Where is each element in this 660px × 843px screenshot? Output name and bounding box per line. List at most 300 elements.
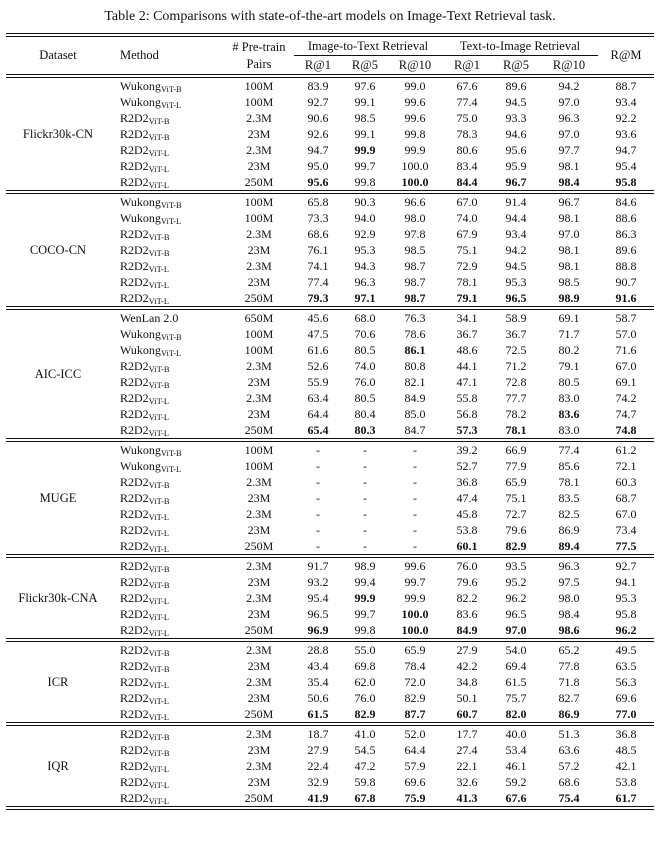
method-subscript: ViT-L (160, 100, 182, 110)
method-cell (110, 192, 224, 210)
value-cell: 79.1 (456, 291, 478, 305)
value-cell: 98.5 (404, 243, 426, 257)
method-name: R2D2 (119, 375, 149, 389)
method-name: R2D2 (119, 423, 149, 437)
value-cell: 80.8 (404, 359, 426, 373)
pretrain-pairs-cell: 2.3M (246, 507, 272, 521)
value-cell: 90.6 (307, 111, 329, 125)
value-cell: 74.0 (354, 359, 376, 373)
method-name: R2D2 (119, 143, 149, 157)
value-cell: 88.6 (615, 211, 637, 225)
method-subscript: ViT-B (148, 480, 170, 490)
value-cell: 95.9 (505, 159, 527, 173)
value-cell: 94.7 (307, 143, 329, 157)
pretrain-pairs-cell: 100M (244, 211, 274, 225)
table-row (6, 440, 654, 458)
value-cell: 61.5 (505, 675, 527, 689)
value-cell: 84.7 (404, 423, 426, 437)
value-cell: 75.0 (456, 111, 478, 125)
value-cell: 41.9 (307, 791, 329, 805)
value-cell: 97.7 (558, 143, 580, 157)
method-name: R2D2 (119, 707, 149, 721)
value-cell: 58.7 (615, 311, 637, 325)
value-cell: 82.1 (404, 375, 426, 389)
value-cell: 55.9 (307, 375, 329, 389)
method-subscript: ViT-B (148, 648, 170, 658)
method-cell (110, 158, 224, 174)
value-cell: 35.4 (307, 675, 329, 689)
pretrain-pairs-cell: 2.3M (246, 759, 272, 773)
method-cell (110, 474, 224, 490)
value-cell: 89.6 (505, 79, 527, 93)
method-name: R2D2 (119, 491, 149, 505)
method-subscript: ViT-B (148, 364, 170, 374)
method-cell (110, 406, 224, 422)
table-row (6, 76, 654, 94)
value-cell: 50.6 (307, 691, 329, 705)
value-cell: 34.8 (456, 675, 478, 689)
value-cell: 76.3 (404, 311, 426, 325)
value-cell: 74.8 (615, 423, 637, 437)
value-cell: 47.4 (456, 491, 478, 505)
value-cell: 44.1 (456, 359, 478, 373)
value-cell: 97.5 (558, 575, 580, 589)
value-cell: 74.7 (615, 407, 637, 421)
value-cell: 89.6 (615, 243, 637, 257)
pretrain-pairs-cell: 2.3M (246, 359, 272, 373)
value-cell: 45.8 (456, 507, 478, 521)
value-cell: 74.0 (456, 211, 478, 225)
method-name: Wukong (119, 211, 161, 225)
value-cell: - (315, 475, 320, 489)
method-cell (110, 374, 224, 390)
value-cell: 80.4 (354, 407, 376, 421)
value-cell: 36.8 (615, 727, 637, 741)
value-cell: 55.8 (456, 391, 478, 405)
value-cell: 34.1 (456, 311, 478, 325)
value-cell: 71.2 (505, 359, 527, 373)
method-subscript: ViT-L (148, 544, 170, 554)
value-cell: 80.3 (354, 423, 376, 437)
value-cell: 97.8 (404, 227, 426, 241)
method-name: R2D2 (119, 743, 149, 757)
table-row (6, 556, 654, 574)
dataset-cell: ICR (47, 675, 69, 689)
method-name: R2D2 (119, 727, 149, 741)
value-cell: 98.4 (558, 607, 580, 621)
value-cell: - (412, 459, 417, 473)
value-cell: 92.6 (307, 127, 329, 141)
value-cell: 100.0 (401, 175, 429, 189)
value-cell: 65.4 (307, 423, 329, 437)
value-cell: 99.9 (354, 591, 376, 605)
method-subscript: ViT-L (148, 180, 170, 190)
value-cell: 94.6 (505, 127, 527, 141)
method-name: Wukong (119, 327, 161, 341)
pretrain-pairs-cell: 23M (247, 659, 271, 673)
value-cell: 68.6 (558, 775, 580, 789)
method-subscript: ViT-L (160, 464, 182, 474)
value-cell: - (412, 539, 417, 553)
method-cell (110, 110, 224, 126)
value-cell: 63.6 (558, 743, 580, 757)
method-subscript: ViT-L (148, 280, 170, 290)
value-cell: 61.6 (307, 343, 329, 357)
value-cell: 27.9 (307, 743, 329, 757)
value-cell: 94.3 (354, 259, 376, 273)
method-subscript: ViT-B (148, 748, 170, 758)
value-cell: 47.1 (456, 375, 478, 389)
value-cell: 78.4 (404, 659, 426, 673)
value-cell: 88.7 (615, 79, 637, 93)
value-cell: 57.0 (615, 327, 637, 341)
value-cell: 100.0 (401, 159, 429, 173)
value-cell: 78.2 (505, 407, 527, 421)
value-cell: 62.0 (354, 675, 376, 689)
pretrain-pairs-cell: 2.3M (246, 391, 272, 405)
value-cell: 68.6 (307, 227, 329, 241)
value-cell: 67.0 (456, 195, 478, 209)
col-header-method: Method (110, 35, 224, 76)
pretrain-pairs-cell: 100M (244, 443, 274, 457)
value-cell: 98.4 (558, 175, 580, 189)
method-cell (110, 522, 224, 538)
value-cell: 74.1 (307, 259, 329, 273)
value-cell: 91.7 (307, 559, 329, 573)
value-cell: 69.8 (354, 659, 376, 673)
value-cell: 98.5 (354, 111, 376, 125)
method-cell (110, 556, 224, 574)
method-cell (110, 674, 224, 690)
table-row (6, 724, 654, 742)
method-subscript: ViT-B (160, 332, 182, 342)
method-cell (110, 440, 224, 458)
method-name: R2D2 (119, 623, 149, 637)
value-cell: 88.8 (615, 259, 637, 273)
method-cell (110, 174, 224, 192)
dataset-section (6, 640, 654, 724)
value-cell: 77.9 (505, 459, 527, 473)
pretrain-pairs-cell: 100M (244, 95, 274, 109)
method-name: R2D2 (119, 259, 149, 273)
value-cell: 95.0 (307, 159, 329, 173)
method-subscript: ViT-B (160, 448, 182, 458)
value-cell: 99.1 (354, 127, 376, 141)
value-cell: 60.3 (615, 475, 637, 489)
value-cell: 93.6 (615, 127, 637, 141)
value-cell: - (412, 491, 417, 505)
dataset-cell: MUGE (39, 491, 77, 505)
method-name: Wukong (119, 79, 161, 93)
value-cell: 52.0 (404, 727, 426, 741)
value-cell: - (412, 507, 417, 521)
value-cell: 71.7 (558, 327, 580, 341)
value-cell: 69.4 (505, 659, 527, 673)
value-cell: 77.7 (505, 391, 527, 405)
dataset-section (6, 308, 654, 440)
value-cell: 80.2 (558, 343, 580, 357)
value-cell: 86.9 (558, 707, 580, 721)
value-cell: 66.9 (505, 443, 527, 457)
method-name: Wukong (119, 343, 161, 357)
value-cell: 46.1 (505, 759, 527, 773)
method-cell (110, 622, 224, 640)
value-cell: 85.6 (558, 459, 580, 473)
value-cell: 36.8 (456, 475, 478, 489)
value-cell: 98.6 (558, 623, 580, 637)
method-name: R2D2 (119, 391, 149, 405)
value-cell: 99.9 (404, 143, 426, 157)
value-cell: 97.6 (354, 79, 376, 93)
method-cell (110, 506, 224, 522)
value-cell: 83.0 (558, 423, 580, 437)
method-subscript: ViT-L (148, 628, 170, 638)
value-cell: 97.1 (354, 291, 376, 305)
method-subscript: ViT-L (148, 512, 170, 522)
value-cell: 78.1 (505, 423, 527, 437)
method-cell (110, 326, 224, 342)
value-cell: 57.9 (404, 759, 426, 773)
pretrain-pairs-cell: 23M (247, 691, 271, 705)
value-cell: 83.6 (558, 407, 580, 421)
value-cell: 67.0 (615, 507, 637, 521)
method-name: R2D2 (119, 507, 149, 521)
value-cell: 97.0 (558, 127, 580, 141)
value-cell: 32.6 (456, 775, 478, 789)
dataset-cell: AIC-ICC (34, 367, 82, 381)
value-cell: 75.1 (456, 243, 478, 257)
col-header-i2t-r5: R@5 (342, 56, 388, 77)
value-cell: 72.9 (456, 259, 478, 273)
pretrain-pairs-cell: 100M (244, 459, 274, 473)
value-cell: 52.6 (307, 359, 329, 373)
value-cell: 84.9 (404, 391, 426, 405)
method-subscript: ViT-L (160, 216, 182, 226)
method-subscript: ViT-L (148, 396, 170, 406)
value-cell: 99.9 (354, 143, 376, 157)
pretrain-pairs-cell: 100M (244, 79, 274, 93)
value-cell: 95.6 (307, 175, 329, 189)
value-cell: 84.6 (615, 195, 637, 209)
value-cell: 99.4 (354, 575, 376, 589)
method-subscript: ViT-L (148, 780, 170, 790)
method-name: R2D2 (119, 775, 149, 789)
value-cell: 76.0 (354, 375, 376, 389)
pretrain-pairs-cell: 100M (244, 195, 274, 209)
value-cell: 27.4 (456, 743, 478, 757)
pretrain-pairs-cell: 2.3M (246, 259, 272, 273)
value-cell: 99.8 (354, 623, 376, 637)
value-cell: 36.7 (456, 327, 478, 341)
value-cell: 94.2 (558, 79, 580, 93)
value-cell: 93.4 (615, 95, 637, 109)
method-name: R2D2 (119, 539, 149, 553)
value-cell: 63.4 (307, 391, 329, 405)
method-name: R2D2 (119, 591, 149, 605)
method-name: Wukong (119, 95, 161, 109)
value-cell: - (362, 507, 367, 521)
method-cell (110, 126, 224, 142)
value-cell: 73.4 (615, 523, 637, 537)
pretrain-pairs-cell: 250M (244, 791, 274, 805)
value-cell: 98.9 (558, 291, 580, 305)
dataset-cell: COCO-CN (29, 243, 87, 257)
value-cell: 98.7 (404, 291, 426, 305)
method-subscript: ViT-B (160, 200, 182, 210)
value-cell: 95.3 (615, 591, 637, 605)
dataset-section (6, 76, 654, 192)
method-name: WenLan 2.0 (119, 311, 179, 325)
value-cell: 93.4 (505, 227, 527, 241)
value-cell: 65.8 (307, 195, 329, 209)
col-header-pretrain-line1: # Pre-train (232, 39, 286, 54)
value-cell: - (362, 459, 367, 473)
value-cell: 99.0 (404, 79, 426, 93)
value-cell: 94.2 (505, 243, 527, 257)
method-name: R2D2 (119, 691, 149, 705)
value-cell: 65.2 (558, 643, 580, 657)
value-cell: 65.9 (404, 643, 426, 657)
col-header-t2i-r10: R@10 (540, 56, 598, 77)
col-header-i2t-r10: R@10 (388, 56, 442, 77)
value-cell: 64.4 (404, 743, 426, 757)
method-cell (110, 342, 224, 358)
value-cell: 90.3 (354, 195, 376, 209)
col-header-pretrain-pairs (224, 35, 294, 76)
value-cell: 76.0 (456, 559, 478, 573)
value-cell: - (362, 491, 367, 505)
method-cell (110, 790, 224, 808)
value-cell: 80.5 (558, 375, 580, 389)
value-cell: 83.5 (558, 491, 580, 505)
method-name: Wukong (119, 443, 161, 457)
value-cell: 85.0 (404, 407, 426, 421)
method-subscript: ViT-L (148, 796, 170, 806)
value-cell: 72.8 (505, 375, 527, 389)
value-cell: 82.9 (505, 539, 527, 553)
value-cell: 95.4 (307, 591, 329, 605)
col-header-t2i-r1: R@1 (442, 56, 492, 77)
pretrain-pairs-cell: 100M (244, 327, 274, 341)
value-cell: 98.7 (404, 275, 426, 289)
method-name: R2D2 (119, 111, 149, 125)
value-cell: 94.5 (505, 259, 527, 273)
pretrain-pairs-cell: 250M (244, 175, 274, 189)
method-cell (110, 390, 224, 406)
pretrain-pairs-cell: 23M (247, 243, 271, 257)
value-cell: 77.4 (307, 275, 329, 289)
pretrain-pairs-cell: 23M (247, 523, 271, 537)
pretrain-pairs-cell: 250M (244, 423, 274, 437)
pretrain-pairs-cell: 2.3M (246, 227, 272, 241)
method-subscript: ViT-B (160, 84, 182, 94)
value-cell: 99.1 (354, 95, 376, 109)
method-subscript: ViT-L (148, 612, 170, 622)
value-cell: - (315, 507, 320, 521)
method-subscript: ViT-L (148, 412, 170, 422)
value-cell: 51.3 (558, 727, 580, 741)
value-cell: 78.1 (558, 475, 580, 489)
value-cell: 52.7 (456, 459, 478, 473)
value-cell: 22.4 (307, 759, 329, 773)
value-cell: 82.2 (456, 591, 478, 605)
value-cell: 82.7 (558, 691, 580, 705)
value-cell: - (315, 459, 320, 473)
value-cell: 39.2 (456, 443, 478, 457)
value-cell: 61.2 (615, 443, 637, 457)
value-cell: 69.1 (558, 311, 580, 325)
method-cell (110, 574, 224, 590)
method-name: R2D2 (119, 275, 149, 289)
method-name: R2D2 (119, 791, 149, 805)
value-cell: 79.1 (558, 359, 580, 373)
value-cell: 68.7 (615, 491, 637, 505)
value-cell: 100.0 (401, 607, 429, 621)
value-cell: 92.7 (307, 95, 329, 109)
value-cell: 65.9 (505, 475, 527, 489)
value-cell: 98.0 (558, 591, 580, 605)
method-cell (110, 142, 224, 158)
method-name: R2D2 (119, 243, 149, 257)
value-cell: 94.1 (615, 575, 637, 589)
method-cell (110, 690, 224, 706)
method-cell (110, 724, 224, 742)
value-cell: 99.6 (404, 559, 426, 573)
value-cell: 87.7 (404, 707, 426, 721)
pretrain-pairs-cell: 23M (247, 127, 271, 141)
method-cell (110, 742, 224, 758)
value-cell: 75.1 (505, 491, 527, 505)
value-cell: 98.1 (558, 243, 580, 257)
value-cell: 96.7 (505, 175, 527, 189)
value-cell: 48.5 (615, 743, 637, 757)
method-name: R2D2 (119, 475, 149, 489)
value-cell: 83.0 (558, 391, 580, 405)
table-header (6, 35, 654, 76)
pretrain-pairs-cell: 23M (247, 607, 271, 621)
value-cell: 95.8 (615, 175, 637, 189)
col-header-dataset: Dataset (6, 35, 110, 76)
method-cell (110, 226, 224, 242)
value-cell: 41.0 (354, 727, 376, 741)
method-subscript: ViT-L (148, 164, 170, 174)
value-cell: 99.6 (404, 111, 426, 125)
value-cell: 97.0 (505, 623, 527, 637)
method-subscript: ViT-B (148, 496, 170, 506)
value-cell: 91.6 (615, 291, 637, 305)
value-cell: 72.7 (505, 507, 527, 521)
value-cell: - (412, 443, 417, 457)
pretrain-pairs-cell: 23M (247, 775, 271, 789)
value-cell: 93.5 (505, 559, 527, 573)
value-cell: 59.8 (354, 775, 376, 789)
method-subscript: ViT-L (148, 428, 170, 438)
value-cell: 77.4 (558, 443, 580, 457)
value-cell: 96.6 (404, 195, 426, 209)
dataset-section (6, 440, 654, 556)
value-cell: - (362, 539, 367, 553)
value-cell: 92.7 (615, 559, 637, 573)
pretrain-pairs-cell: 23M (247, 575, 271, 589)
value-cell: 41.3 (456, 791, 478, 805)
method-subscript: ViT-L (148, 528, 170, 538)
method-subscript: ViT-L (148, 680, 170, 690)
value-cell: 94.4 (505, 211, 527, 225)
value-cell: 32.9 (307, 775, 329, 789)
pretrain-pairs-cell: 2.3M (246, 675, 272, 689)
method-name: R2D2 (119, 643, 149, 657)
method-name: R2D2 (119, 675, 149, 689)
